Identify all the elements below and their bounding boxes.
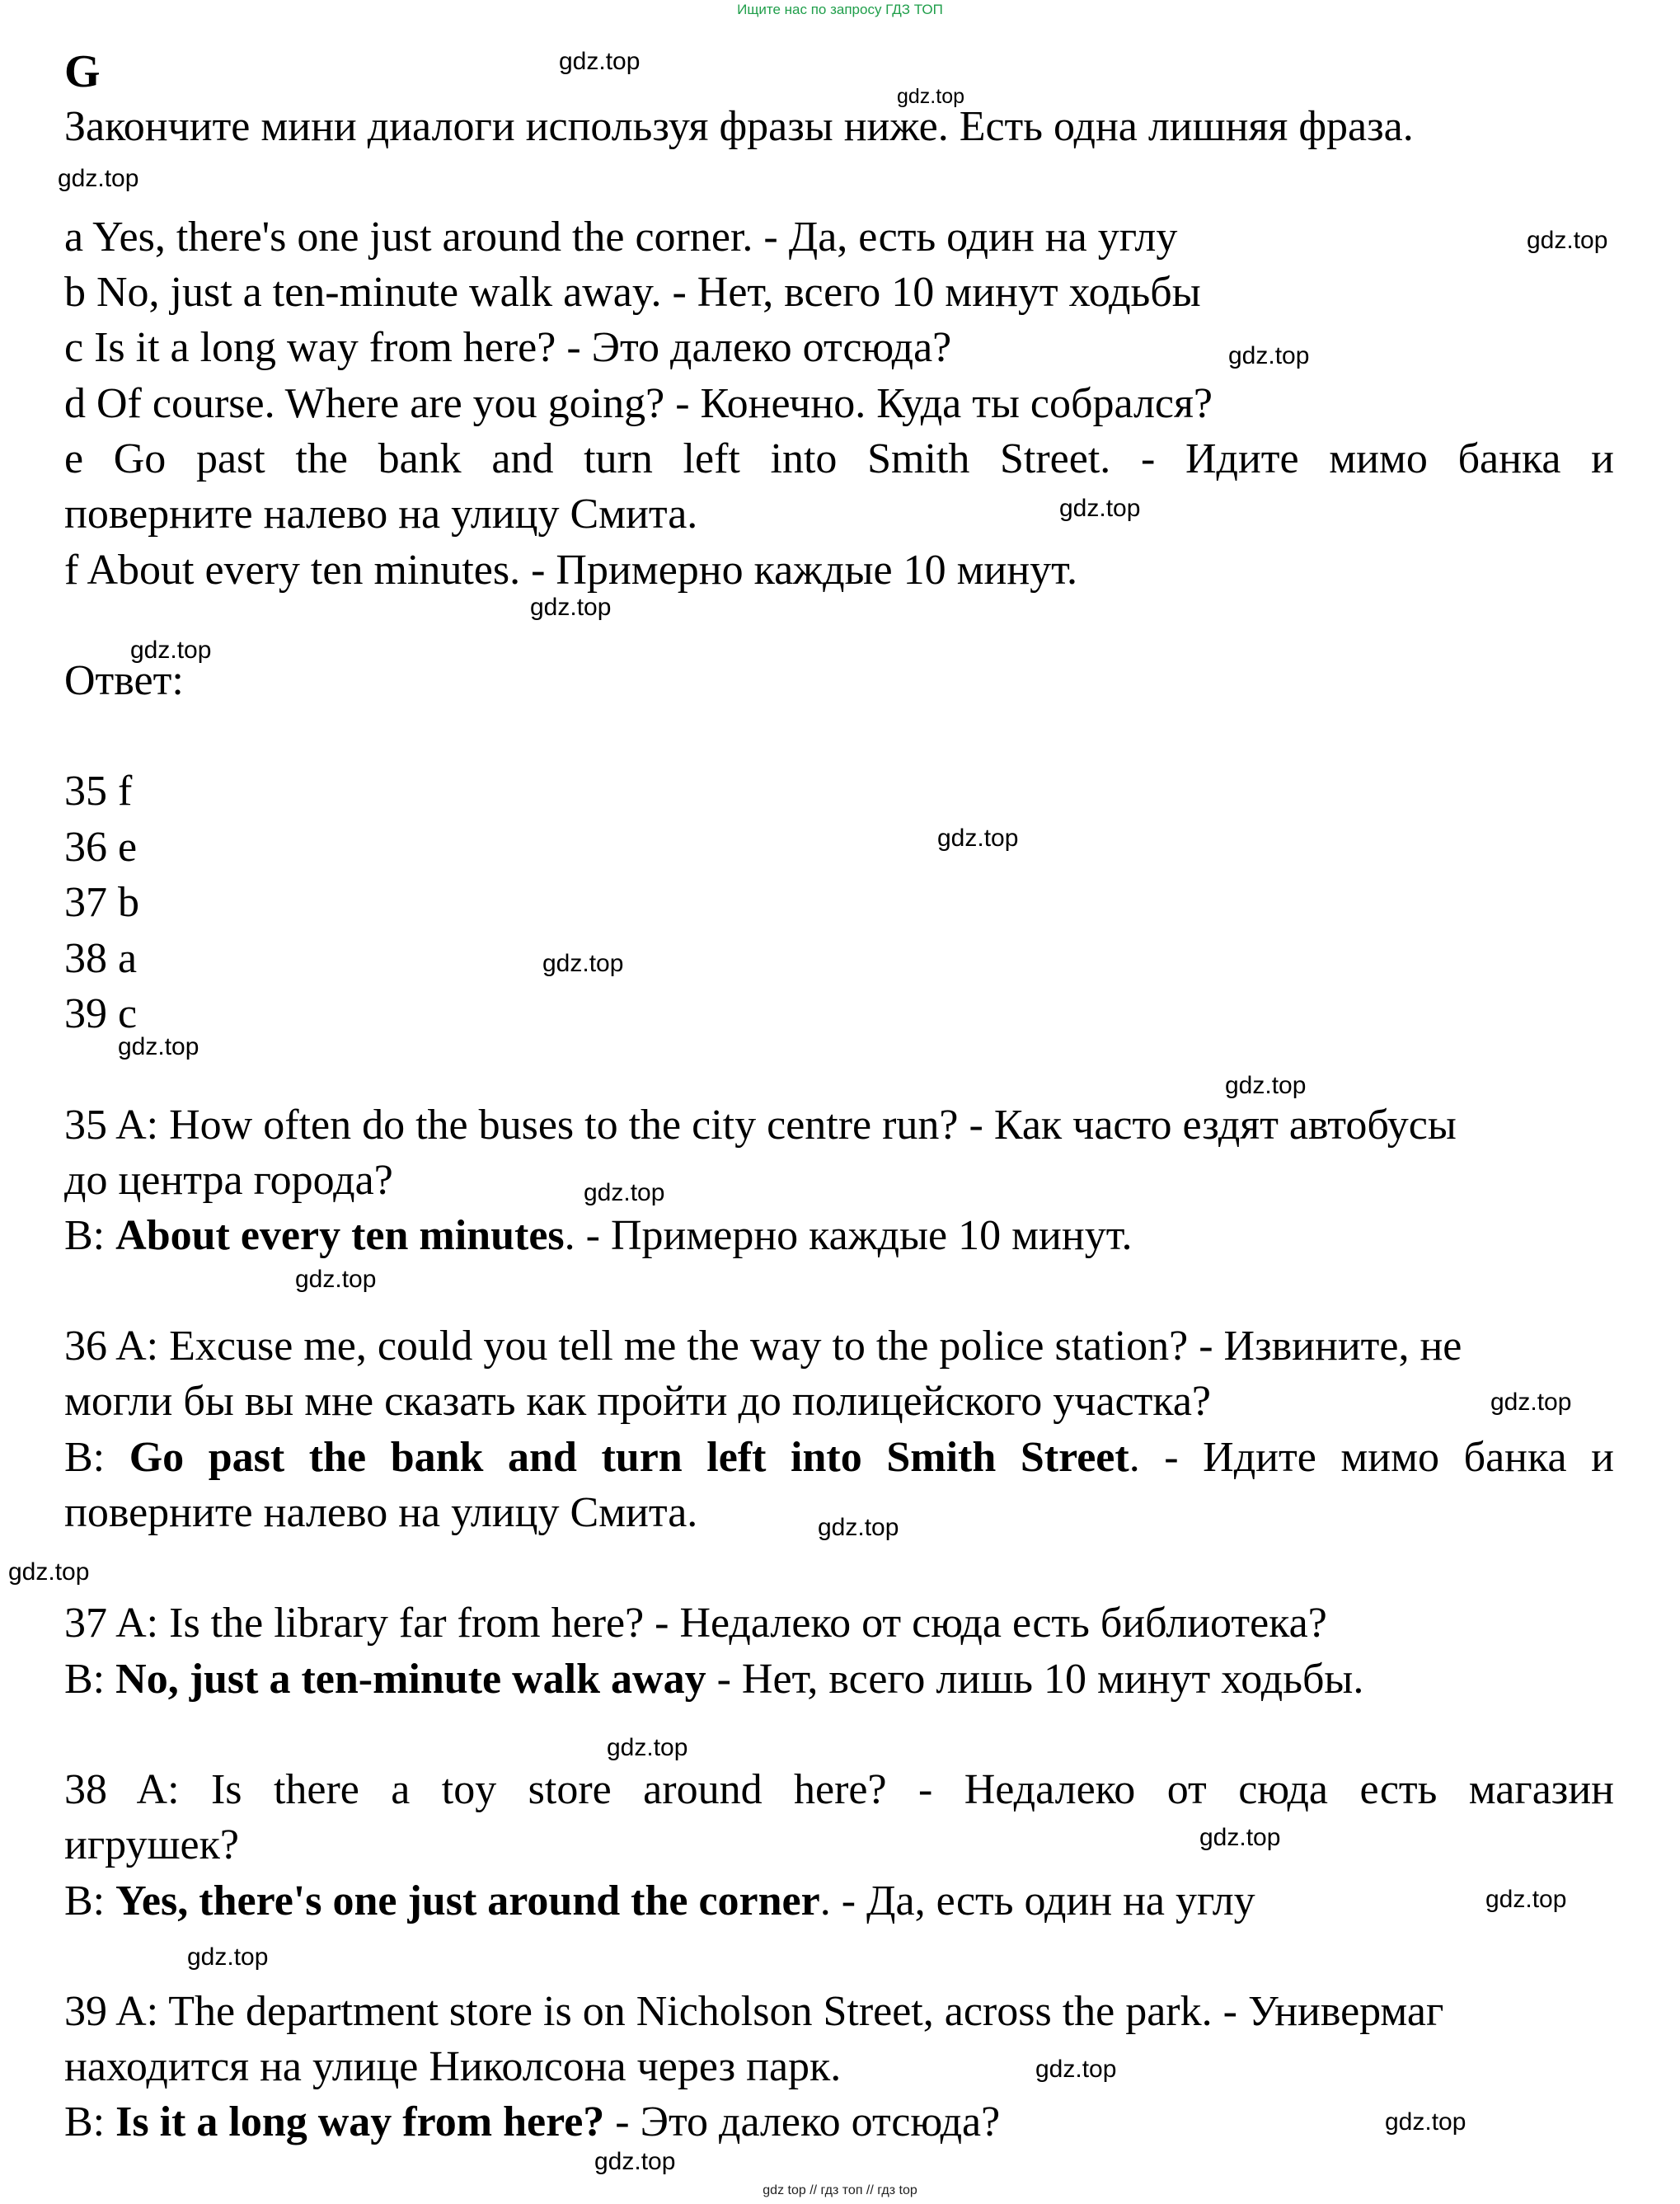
phrase-b: b No, just a ten-minute walk away. - Нет, всего 10 минут ходьбы: [64, 269, 1201, 316]
answer-phrase: No, just a ten-minute walk away: [115, 1656, 706, 1703]
instruction-text: Закончите мини диалоги используя фразы ниже. Есть одна лишняя фраза.: [64, 103, 1414, 150]
answer-phrase: Yes, there's one just around the corner: [115, 1877, 820, 1924]
watermark: gdz.top: [1225, 1072, 1307, 1099]
phrase-d: d Of course. Where are you going? - Конечно. Куда ты собрался?: [64, 380, 1213, 427]
answer-label: Ответ:: [64, 657, 184, 704]
dialogue-39-b: B: Is it a long way from here? - Это далеко отсюда?: [64, 2098, 1001, 2145]
watermark: gdz.top: [1035, 2056, 1117, 2083]
watermark: gdz.top: [530, 594, 612, 621]
bottom-banner: gdz top // гдз топ // гдз top: [763, 2183, 917, 2197]
answer-phrase: Is it a long way from here?: [115, 2098, 605, 2145]
section-letter: G: [64, 46, 101, 97]
phrase-a: a Yes, there's one just around the corner. - Да, есть один на углу: [64, 214, 1178, 261]
dialogue-36-b: B: Go past the bank and turn left into Smith Street. - Идите мимо банка и: [64, 1434, 1614, 1481]
watermark: gdz.top: [542, 950, 624, 977]
phrase-f: f About every ten minutes. - Примерно каждые 10 минут.: [64, 547, 1077, 594]
answer-phrase: Go past the bank and turn left into Smith Street: [129, 1434, 1129, 1481]
watermark: gdz.top: [818, 1514, 899, 1541]
dialogue-38-a: 38 A: Is there a toy store around here? - Недалеко от сюда есть магазин: [64, 1766, 1614, 1813]
answer-item: 38 a: [64, 935, 138, 982]
watermark: gdz.top: [295, 1266, 377, 1293]
dialogue-39-a-cont: находится на улице Николсона через парк.: [64, 2043, 842, 2090]
dialogue-35-a-cont: до центра города?: [64, 1157, 393, 1204]
watermark: gdz.top: [130, 637, 212, 664]
watermark: gdz.top: [1527, 227, 1608, 254]
answer-item: 39 c: [64, 990, 138, 1037]
dialogue-36-a-cont: могли бы вы мне сказать как пройти до полицейского участка?: [64, 1378, 1211, 1425]
answer-phrase: About every ten minutes: [115, 1212, 565, 1259]
answer-item: 37 b: [64, 879, 139, 926]
dialogue-37-b: B: No, just a ten-minute walk away - Нет, всего лишь 10 минут ходьбы.: [64, 1656, 1364, 1703]
answer-item: 35 f: [64, 768, 133, 815]
dialogue-38-a-cont: игрушек?: [64, 1821, 239, 1868]
watermark: gdz.top: [607, 1734, 688, 1761]
watermark: gdz.top: [1059, 495, 1141, 522]
answer-item: 36 e: [64, 824, 138, 871]
watermark: gdz.top: [1485, 1886, 1567, 1913]
top-banner: Ищите нас по запросу ГДЗ ТОП: [737, 2, 943, 17]
watermark: gdz.top: [897, 85, 965, 108]
dialogue-38-b: B: Yes, there's one just around the corner. - Да, есть один на углу: [64, 1877, 1255, 1924]
dialogue-39-a: 39 A: The department store is on Nicholson Street, across the park. - Универмаг: [64, 1988, 1444, 2035]
watermark: gdz.top: [58, 165, 139, 192]
watermark: gdz.top: [584, 1179, 665, 1206]
dialogue-35-a: 35 A: How often do the buses to the city centre run? - Как часто ездят автобусы: [64, 1102, 1457, 1149]
watermark: gdz.top: [1228, 342, 1310, 369]
watermark: gdz.top: [1199, 1824, 1281, 1851]
phrase-e: e Go past the bank and turn left into Smith Street. - Идите мимо банка и: [64, 435, 1614, 482]
watermark: gdz.top: [8, 1558, 90, 1586]
phrase-c: c Is it a long way from here? - Это далеко отсюда?: [64, 324, 952, 371]
watermark: gdz.top: [559, 48, 641, 75]
dialogue-36-b-cont: поверните налево на улицу Смита.: [64, 1489, 698, 1536]
watermark: gdz.top: [937, 825, 1019, 852]
watermark: gdz.top: [118, 1033, 199, 1060]
watermark: gdz.top: [187, 1943, 269, 1971]
dialogue-35-b: B: About every ten minutes. - Примерно каждые 10 минут.: [64, 1212, 1133, 1259]
phrase-e-cont: поверните налево на улицу Смита.: [64, 491, 698, 538]
dialogue-36-a: 36 A: Excuse me, could you tell me the way to the police station? - Извините, не: [64, 1323, 1462, 1370]
watermark: gdz.top: [1490, 1389, 1572, 1416]
watermark: gdz.top: [594, 2148, 676, 2175]
watermark: gdz.top: [1385, 2108, 1466, 2136]
dialogue-37-a: 37 A: Is the library far from here? - Недалеко от сюда есть библиотека?: [64, 1600, 1327, 1647]
